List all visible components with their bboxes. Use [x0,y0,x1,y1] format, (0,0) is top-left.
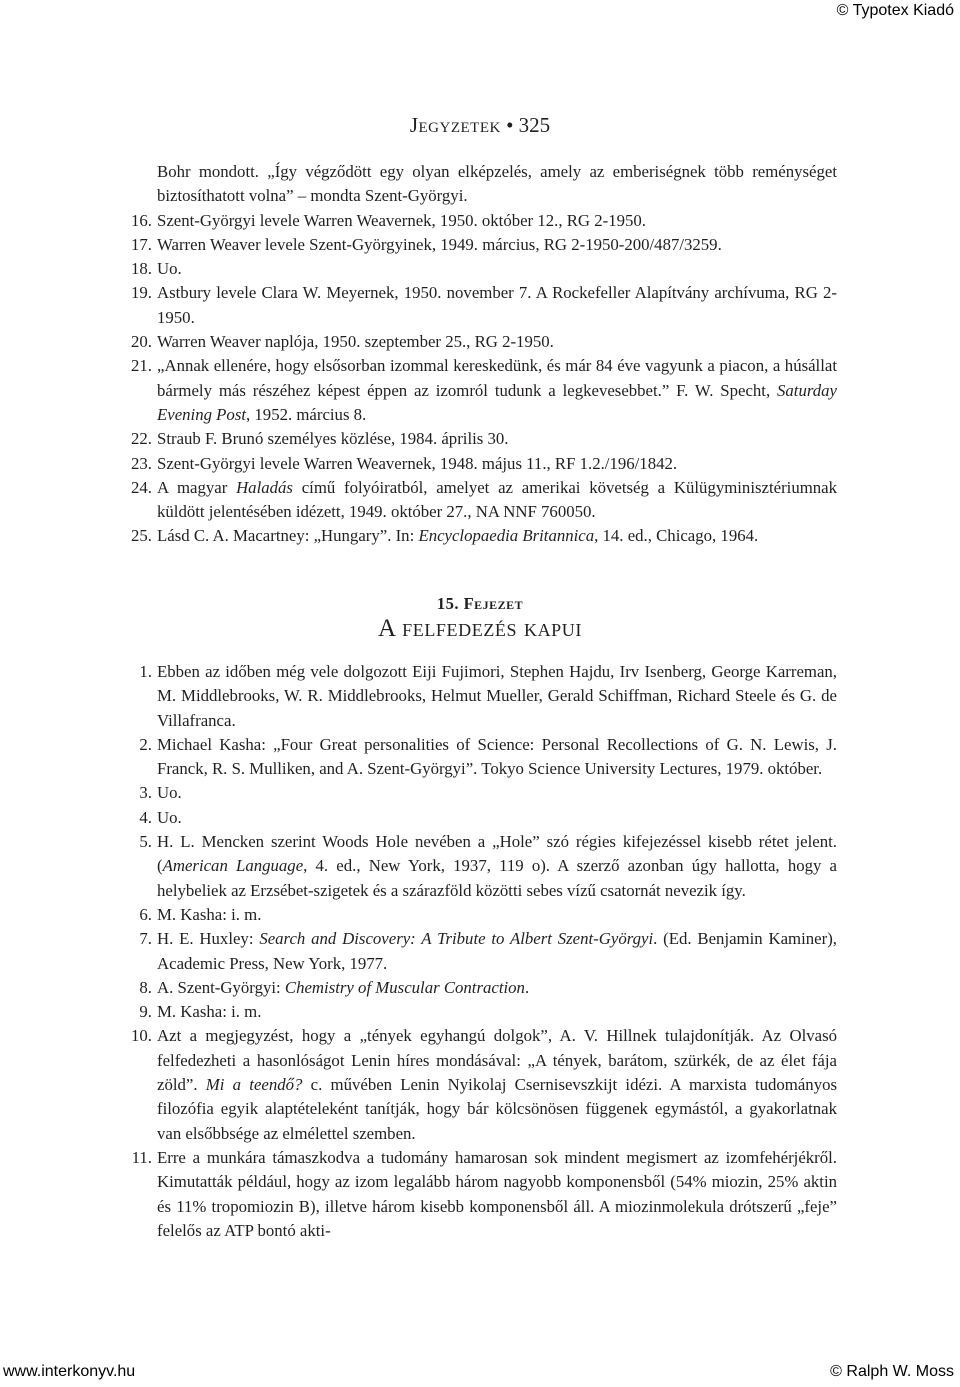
note-text [157,478,837,521]
note-number: 23. [131,453,152,473]
note-text: Erre a munkára támaszkodva a tudomány hamarosan sok mindent megismert az izomfehérjékről. Kimutatták például, hogy az izom legalább három nagyobb komponensből (54% miozin, 25% aktin és 11% tropomiozin B), illetve három kisebb komponensből áll. A miozinmolekula drótszerű „feje” felelős az ATP bontó akti- [157,1147,837,1240]
note-text: Uo. [157,783,182,803]
note-text [157,929,837,972]
note-item [121,330,837,354]
note-text-part: , 4. ed., New York, 1937, 119 o). A szerző azonban úgy hallotta, hogy a helybeliek az Erzsébet-szigetek és a szárazföld közötti sebes vízű csatornát nevezik így. [157,856,838,900]
note-text: Warren Weaver naplója, 1950. szeptember 25., RG 2-1950. [157,332,554,352]
note-item [121,281,837,330]
note-number: 4. [139,807,152,827]
note-text: M. Kasha: i. m. [157,904,262,924]
notes-list-continued [121,160,837,549]
note-number: 3. [139,783,152,803]
note-number: 25. [131,526,152,546]
note-item [121,524,837,548]
note-item [121,209,837,233]
note-item [121,976,837,1000]
note-text-part: „Annak ellenére, hogy elsősorban izommal kereskedünk, és már 84 éve vagyunk a piacon, a húsállat bármely más részéhez képest éppen az izomról tudunk a legkevesebbet.” F. W. Specht, [157,356,837,400]
note-number: 22. [131,429,152,449]
note-number: 1. [139,662,152,681]
note-text-part: . (Ed. Benjamin Kaminer), Academic Press, New York, 1977. [157,929,837,973]
note-item [121,903,837,927]
section-title: Jegyzetek [409,113,501,137]
note-text [157,356,837,424]
note-item [121,806,837,830]
chapter-number: 15. Fejezet [436,594,524,613]
note-text-part: . [524,977,530,997]
note-item [121,257,837,281]
note-text: Ebben az időben még vele dolgozott Eiji Fujimori, Stephen Hajdu, Irv Isenberg, George Karreman, M. Middlebrooks, W. R. Middlebrooks, Helmut Mueller, Gerald Schiffman, Richard Steele és G. de Villafranca. [157,662,837,730]
note-item [121,781,837,805]
note-text: Bohr mondott. „Így végződött egy olyan elképzelés, amely az emberiségnek több reménységet biztosíthatott volna” – mondta Szent-Györgyi. [157,162,837,206]
header-bullet: • [506,113,514,137]
note-item [121,354,837,427]
note-item [121,233,837,257]
note-number: 6. [139,904,152,924]
note-number: 2. [139,734,152,754]
note-text: Uo. [157,807,182,827]
note-text-part: c. művében Lenin Nyikolaj Csernisevszkijt idézi. A marxista tudományos filozófia egyik alaptételeként tanítják, hogy bár kölcsönösen függenek egymástól, a gyakorlatnak van elsőbbsége az elmélettel szemben. [157,1075,838,1143]
note-italic-title: Encyclopaedia Britannica [418,526,595,546]
note-text [157,526,758,545]
chapter-heading [0,594,960,644]
note-text: Szent-Györgyi levele Warren Weavernek, 1948. május 11., RF 1.2./196/1842. [157,453,678,473]
note-number: 20. [131,332,152,352]
note-item [121,660,837,733]
notes-list-chapter-15 [121,660,837,1243]
note-italic-title: Search and Discovery: A Tribute to Albert Szent-Györgyi [259,929,654,949]
author-copyright: © Ralph W. Moss [830,1363,954,1380]
note-text-part: Lásd C. A. Macartney: „Hungary”. In: [157,526,419,546]
note-item [121,476,837,525]
note-text-part: A. Szent-Györgyi: [157,977,285,997]
note-italic-title: Mi a teendő? [205,1075,303,1095]
note-text-part: H. L. Mencken szerint Woods Hole nevében a „Hole” szó régies kifejezéssel kisebb rétet jelent. ( [157,832,837,876]
note-text: Uo. [157,259,182,279]
note-italic-title: Haladás [236,477,293,497]
note-item [121,1000,837,1024]
publisher-copyright: © Typotex Kiadó [836,2,954,19]
note-item [121,1024,837,1145]
note-number: 7. [139,929,152,949]
note-text: M. Kasha: i. m. [157,1002,262,1022]
note-number: 11. [131,1147,152,1167]
note-item [121,160,837,209]
note-item [121,452,837,476]
note-item [121,830,837,903]
note-text [157,832,837,900]
note-number: 8. [139,977,152,997]
page-number: 325 [518,113,551,137]
note-number: 9. [139,1002,152,1022]
note-text-part: A magyar [157,477,237,497]
note-item [121,1146,837,1243]
note-number: 10. [131,1026,152,1046]
running-header [0,113,960,138]
note-text [157,978,529,997]
note-text: Straub F. Brunó személyes közlése, 1984. április 30. [157,429,509,449]
note-number: 21. [131,356,152,376]
note-number: 19. [131,283,152,303]
note-number: 24. [131,477,152,497]
note-item [121,733,837,782]
note-text: Warren Weaver levele Szent-Györgyinek, 1949. március, RG 2-1950-200/487/3259. [157,234,722,254]
note-text: Szent-Györgyi levele Warren Weavernek, 1950. október 12., RG 2-1950. [157,210,646,230]
note-text-part: című folyóiratból, amelyet az amerikai követség a Külügyminisztériumnak küldött jelentésében idézett, 1949. október 27., NA NNF 760050. [157,477,838,522]
note-text-part: , 14. ed., Chicago, 1964. [594,526,759,546]
note-italic-title: Saturday Evening Post [157,380,837,424]
website-link[interactable]: www.interkonyv.hu [3,1363,136,1380]
note-text [157,1026,837,1142]
chapter-title: A felfedezés kapui [378,615,582,642]
note-text-part: , 1952. március 8. [246,404,367,424]
note-italic-title: Chemistry of Muscular Contraction [284,977,525,997]
note-italic-title: American Language [162,856,304,876]
note-text: Michael Kasha: „Four Great personalities of Science: Personal Recollections of G. N. Lewis, J. Franck, R. S. Mulliken, and A. Szent-Györgyi”. Tokyo Science University Lectures, 1979. október. [157,734,837,779]
note-text-part: Azt a megjegyzést, hogy a „tények egyhangú dolgok”, A. V. Hillnek tulajdonítják. Az Olvasó felfedezheti a hasonlóságot Lenin híres mondásával: „A tények, barátom, szürkék, de az élet fája zöld”. [157,1026,837,1095]
note-number: 18. [131,259,152,279]
note-number: 5. [139,832,152,852]
note-number: 16. [131,210,152,230]
note-text-part: H. E. Huxley: [157,929,260,949]
note-item [121,427,837,451]
note-text: Astbury levele Clara W. Meyernek, 1950. november 7. A Rockefeller Alapítvány archívuma, RG 2-1950. [157,283,837,327]
note-number: 17. [131,234,152,254]
note-item [121,927,837,976]
